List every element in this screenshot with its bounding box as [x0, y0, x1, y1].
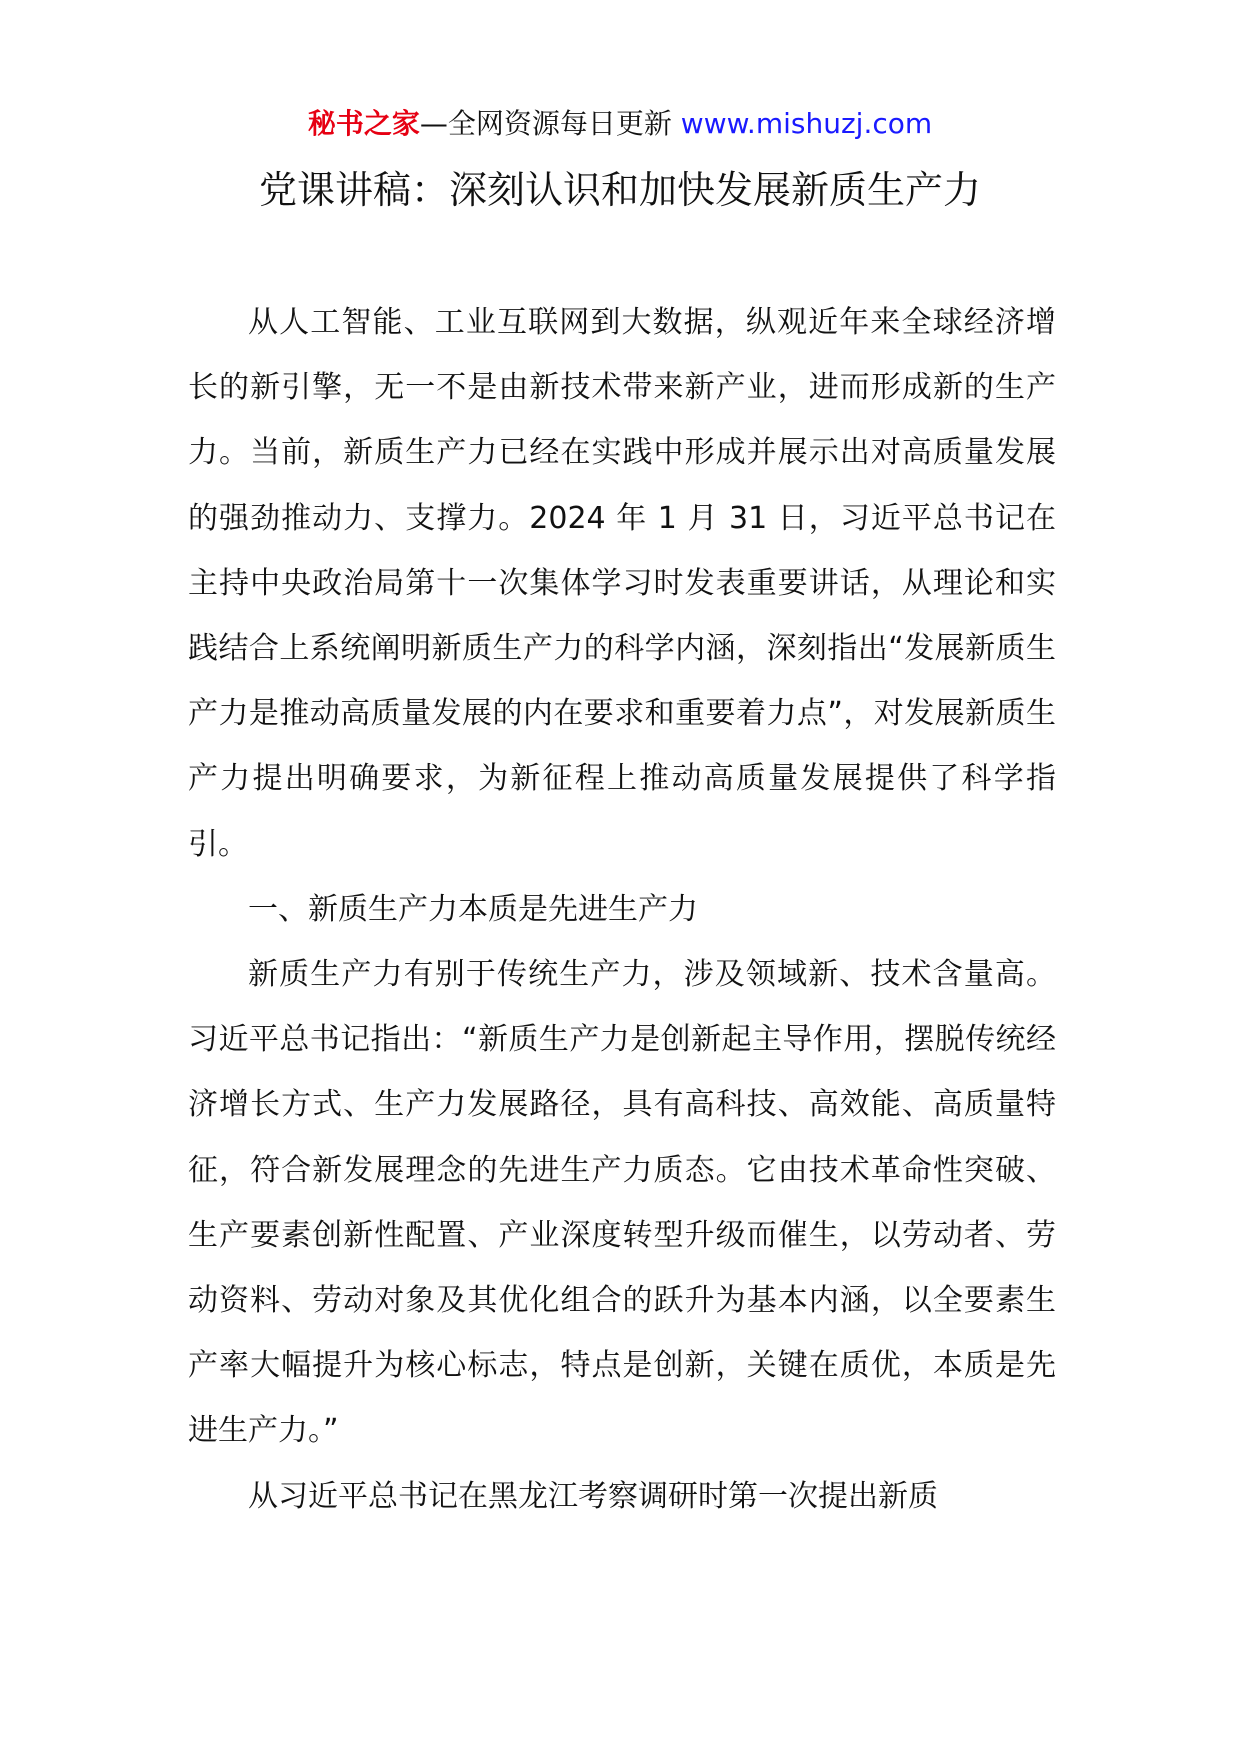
paragraph-intro: 从人工智能、工业互联网到大数据，纵观近年来全球经济增长的新引擎，无一不是由新技术带来新产业，进而形成新的生产力。当前，新质生产力已经在实践中形成并展示出对高质量发展的强劲推动力、支撑力。2024 年 1 月 31 日，习近平总书记在主持中央政治局第十一次集体学习时发表重要讲话，从理论和实践结合上系统阐明新质生产力的科学内涵，深刻指出“发展新质生产力是推动高质量发展的内在要求和重要着力点”，对发展新质生产力提出明确要求，为新征程上推动高质量发展提供了科学指引。	[188, 305, 1056, 862]
site-url-link[interactable]: www.mishuzj.com	[680, 107, 933, 140]
paragraph-continuation: 从习近平总书记在黑龙江考察调研时第一次提出新质	[248, 1478, 938, 1514]
brand-name: 秘书之家	[307, 107, 420, 140]
document-title: 党课讲稿：深刻认识和加快发展新质生产力	[258, 168, 981, 212]
section-heading-1: 一、新质生产力本质是先进生产力	[248, 891, 698, 927]
site-header	[0, 104, 1240, 144]
header-tagline: —全网资源每日更新	[419, 107, 672, 140]
document-body	[188, 290, 1056, 1529]
paragraph-definition: 新质生产力有别于传统生产力，涉及领域新、技术含量高。习近平总书记指出：“新质生产力是创新起主导作用，摆脱传统经济增长方式、生产力发展路径，具有高科技、高效能、高质量特征，符合新发展理念的先进生产力质态。它由技术革命性突破、生产要素创新性配置、产业深度转型升级而催生，以劳动者、劳动资料、劳动对象及其优化组合的跃升为基本内涵，以全要素生产率大幅提升为核心标志，特点是创新，关键在质优，本质是先进生产力。”	[188, 957, 1056, 1449]
